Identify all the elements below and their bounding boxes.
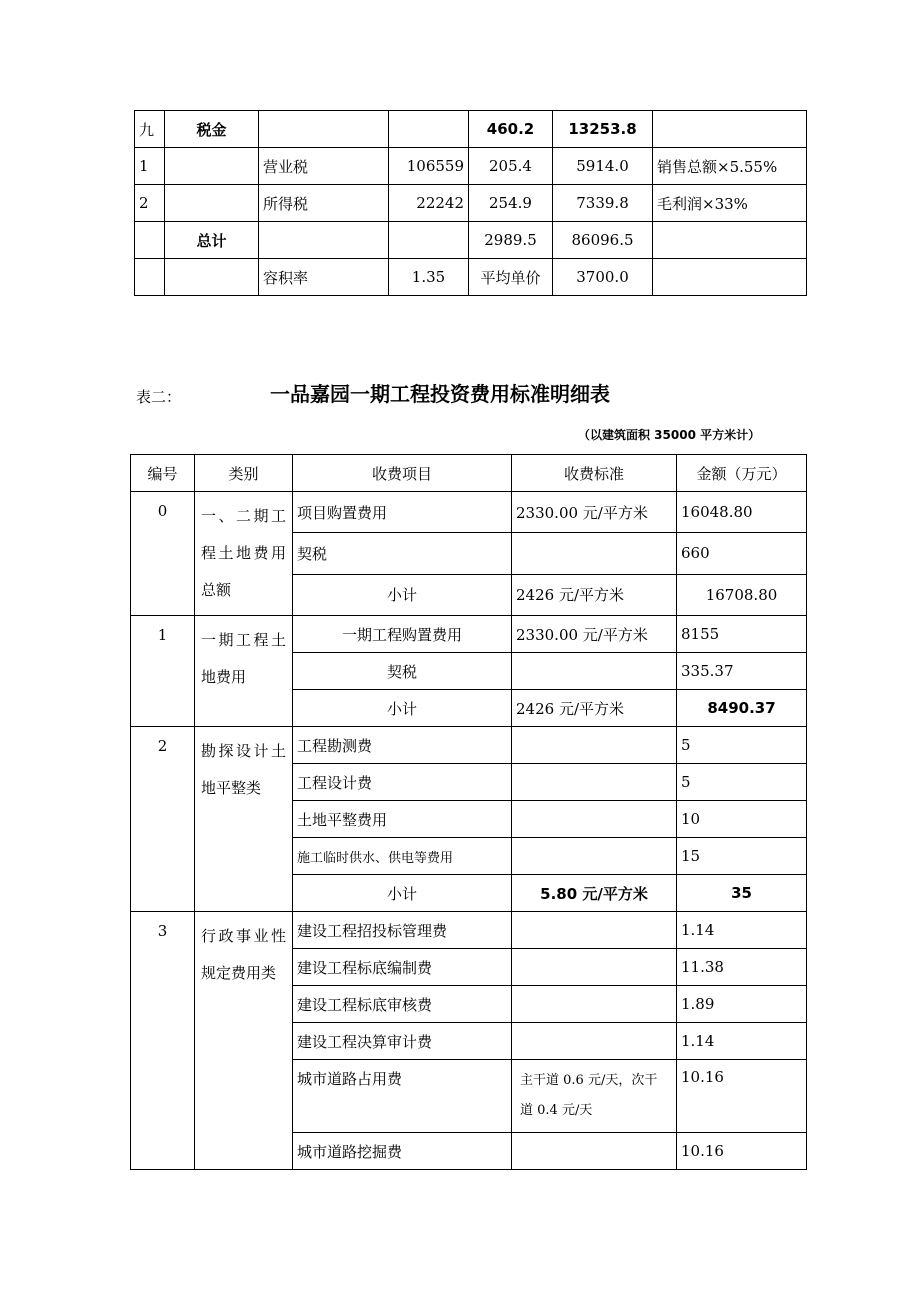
row-value1: 460.2 — [469, 111, 553, 148]
row-value2: 5914.0 — [553, 148, 653, 185]
row-value2: 3700.0 — [553, 259, 653, 296]
row-category: 税金 — [165, 111, 259, 148]
fee-amount: 5 — [677, 727, 807, 764]
fee-amount: 1.14 — [677, 912, 807, 949]
row-note — [653, 259, 807, 296]
row-item — [259, 111, 389, 148]
fee-item: 建设工程标底审核费 — [293, 986, 512, 1023]
header-no: 编号 — [131, 455, 195, 492]
fee-amount: 335.37 — [677, 653, 807, 690]
fee-item: 小计 — [293, 574, 512, 615]
header-category: 类别 — [195, 455, 293, 492]
investment-detail-table — [130, 454, 807, 1170]
row-no: 1 — [135, 148, 165, 185]
table-row — [131, 616, 807, 653]
group-no: 0 — [131, 492, 195, 616]
fee-item: 小计 — [293, 875, 512, 912]
row-category: 总计 — [165, 222, 259, 259]
fee-amount: 11.38 — [677, 949, 807, 986]
table-label: 表二： — [136, 388, 182, 406]
row-value2: 86096.5 — [553, 222, 653, 259]
row-value1: 平均单价 — [469, 259, 553, 296]
row-note — [653, 111, 807, 148]
row-value1: 254.9 — [469, 185, 553, 222]
fee-item: 工程设计费 — [293, 764, 512, 801]
row-category — [165, 259, 259, 296]
fee-item: 一期工程购置费用 — [293, 616, 512, 653]
row-item — [259, 222, 389, 259]
fee-item: 契税 — [293, 653, 512, 690]
row-base — [389, 111, 469, 148]
group-no: 1 — [131, 616, 195, 727]
table-row — [135, 185, 807, 222]
fee-amount: 10 — [677, 801, 807, 838]
fee-standard — [512, 653, 677, 690]
header-item: 收费项目 — [293, 455, 512, 492]
row-note — [653, 222, 807, 259]
header-standard: 收费标准 — [512, 455, 677, 492]
fee-item: 建设工程招投标管理费 — [293, 912, 512, 949]
row-value2: 7339.8 — [553, 185, 653, 222]
fee-item: 土地平整费用 — [293, 801, 512, 838]
fee-standard — [512, 1023, 677, 1060]
group-no: 2 — [131, 727, 195, 912]
fee-item: 小计 — [293, 690, 512, 727]
row-category — [165, 148, 259, 185]
fee-standard: 2426 元/平方米 — [512, 690, 677, 727]
row-value2: 13253.8 — [553, 111, 653, 148]
fee-item: 工程勘测费 — [293, 727, 512, 764]
group-category: 行政事业性规定费用类 — [195, 912, 293, 1170]
fee-amount: 8155 — [677, 616, 807, 653]
group-category: 一期工程土地费用 — [195, 616, 293, 727]
row-base — [389, 222, 469, 259]
row-base: 1.35 — [389, 259, 469, 296]
row-note: 毛利润×33% — [653, 185, 807, 222]
fee-item: 城市道路挖掘费 — [293, 1133, 512, 1170]
fee-standard — [512, 764, 677, 801]
row-value1: 205.4 — [469, 148, 553, 185]
fee-amount: 16048.80 — [677, 492, 807, 533]
fee-standard — [512, 727, 677, 764]
group-category: 勘探设计土地平整类 — [195, 727, 293, 912]
table-row — [135, 259, 807, 296]
fee-item: 城市道路占用费 — [293, 1060, 512, 1133]
fee-standard: 主干道 0.6 元/天，次干道 0.4 元/天 — [512, 1060, 677, 1133]
row-item: 所得税 — [259, 185, 389, 222]
fee-item: 项目购置费用 — [293, 492, 512, 533]
fee-standard — [512, 949, 677, 986]
fee-standard — [512, 912, 677, 949]
row-value1: 2989.5 — [469, 222, 553, 259]
row-no: 2 — [135, 185, 165, 222]
fee-item: 建设工程决算审计费 — [293, 1023, 512, 1060]
header-row — [131, 455, 807, 492]
fee-item: 契税 — [293, 533, 512, 574]
fee-item: 建设工程标底编制费 — [293, 949, 512, 986]
fee-standard: 2330.00 元/平方米 — [512, 492, 677, 533]
fee-standard — [512, 801, 677, 838]
fee-amount: 15 — [677, 838, 807, 875]
row-no — [135, 222, 165, 259]
fee-standard: 2426 元/平方米 — [512, 574, 677, 615]
row-item: 营业税 — [259, 148, 389, 185]
fee-standard: 2330.00 元/平方米 — [512, 616, 677, 653]
row-item: 容积率 — [259, 259, 389, 296]
fee-item: 施工临时供水、供电等费用 — [293, 838, 512, 875]
fee-amount: 1.14 — [677, 1023, 807, 1060]
table-row — [131, 727, 807, 764]
group-category: 一、二期工程土地费用总额 — [195, 492, 293, 616]
row-base: 106559 — [389, 148, 469, 185]
fee-amount: 5 — [677, 764, 807, 801]
fee-amount: 8490.37 — [677, 690, 807, 727]
group-no: 3 — [131, 912, 195, 1170]
table-row — [135, 222, 807, 259]
fee-amount: 660 — [677, 533, 807, 574]
fee-standard — [512, 1133, 677, 1170]
header-amount: 金额（万元） — [677, 455, 807, 492]
table-row — [131, 492, 807, 533]
fee-standard — [512, 986, 677, 1023]
table-row — [135, 111, 807, 148]
table-row — [135, 148, 807, 185]
row-note: 销售总额×5.55% — [653, 148, 807, 185]
row-no — [135, 259, 165, 296]
fee-standard: 5.80 元/平方米 — [512, 875, 677, 912]
tax-summary-table — [134, 110, 807, 296]
fee-standard — [512, 838, 677, 875]
fee-standard — [512, 533, 677, 574]
table-row — [131, 912, 807, 949]
table-note: （以建筑面积 35000 平方米计） — [578, 428, 761, 442]
table-title: 一品嘉园一期工程投资费用标准明细表 — [270, 382, 610, 406]
row-category — [165, 185, 259, 222]
row-no: 九 — [135, 111, 165, 148]
row-base: 22242 — [389, 185, 469, 222]
fee-amount: 35 — [677, 875, 807, 912]
fee-amount: 10.16 — [677, 1133, 807, 1170]
fee-amount: 10.16 — [677, 1060, 807, 1133]
fee-amount: 1.89 — [677, 986, 807, 1023]
fee-amount: 16708.80 — [677, 574, 807, 615]
